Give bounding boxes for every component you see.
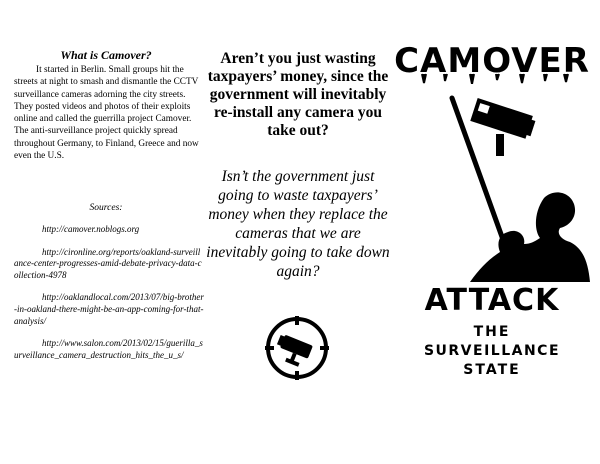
intro-paragraph: It started in Berlin. Small groups hit the streets at night to smash and dismantle the CCTV surveillance cameras adorning the city streets. They posted videos and photos of their exploits online and called the guerrilla project Camover. The anti-surveillance project quickly spread throughout Germany, to Finland, Greece and now even the U.S. — [14, 65, 199, 162]
svg-text:CAMOVER: CAMOVER — [394, 41, 590, 81]
faq-answer: Isn’t the government just going to waste taxpayers’ money when they replace the cameras that we are inevitably going to take down again? — [206, 168, 390, 280]
left-panel — [8, 0, 204, 464]
source-link[interactable]: http://cironline.org/reports/oakland-surveillance-center-progresses-amid-debate-privacy-data-collection-4978 — [14, 246, 202, 280]
sources-list — [14, 224, 204, 372]
crosshair-camera-icon — [265, 316, 329, 380]
source-link[interactable]: http://camover.noblogs.org — [42, 224, 140, 234]
attack-heading: ATTACK — [424, 283, 560, 318]
middle-panel — [206, 0, 390, 464]
the-heading: THE — [473, 324, 511, 340]
surveillance-heading: SURVEILLANCE — [423, 343, 561, 359]
state-heading: STATE — [463, 362, 521, 378]
source-link[interactable]: http://oaklandlocal.com/2013/07/big-brother-in-oakland-there-might-be-an-app-coming-for-that-analysis/ — [14, 292, 204, 326]
right-panel — [392, 0, 592, 464]
faq-question: Aren’t you just wasting taxpayers’ money, since the government will inevitably re-install any camera you take out? — [207, 50, 389, 139]
camover-logo — [392, 36, 592, 84]
sources-label: Sources: — [89, 203, 123, 213]
source-link[interactable]: http://www.salon.com/2013/02/15/guerilla_surveillance_camera_destruction_hits_the_u_s/ — [14, 338, 203, 360]
figure-striking-camera-icon — [440, 90, 592, 282]
section-title: What is Camover? — [60, 48, 152, 62]
